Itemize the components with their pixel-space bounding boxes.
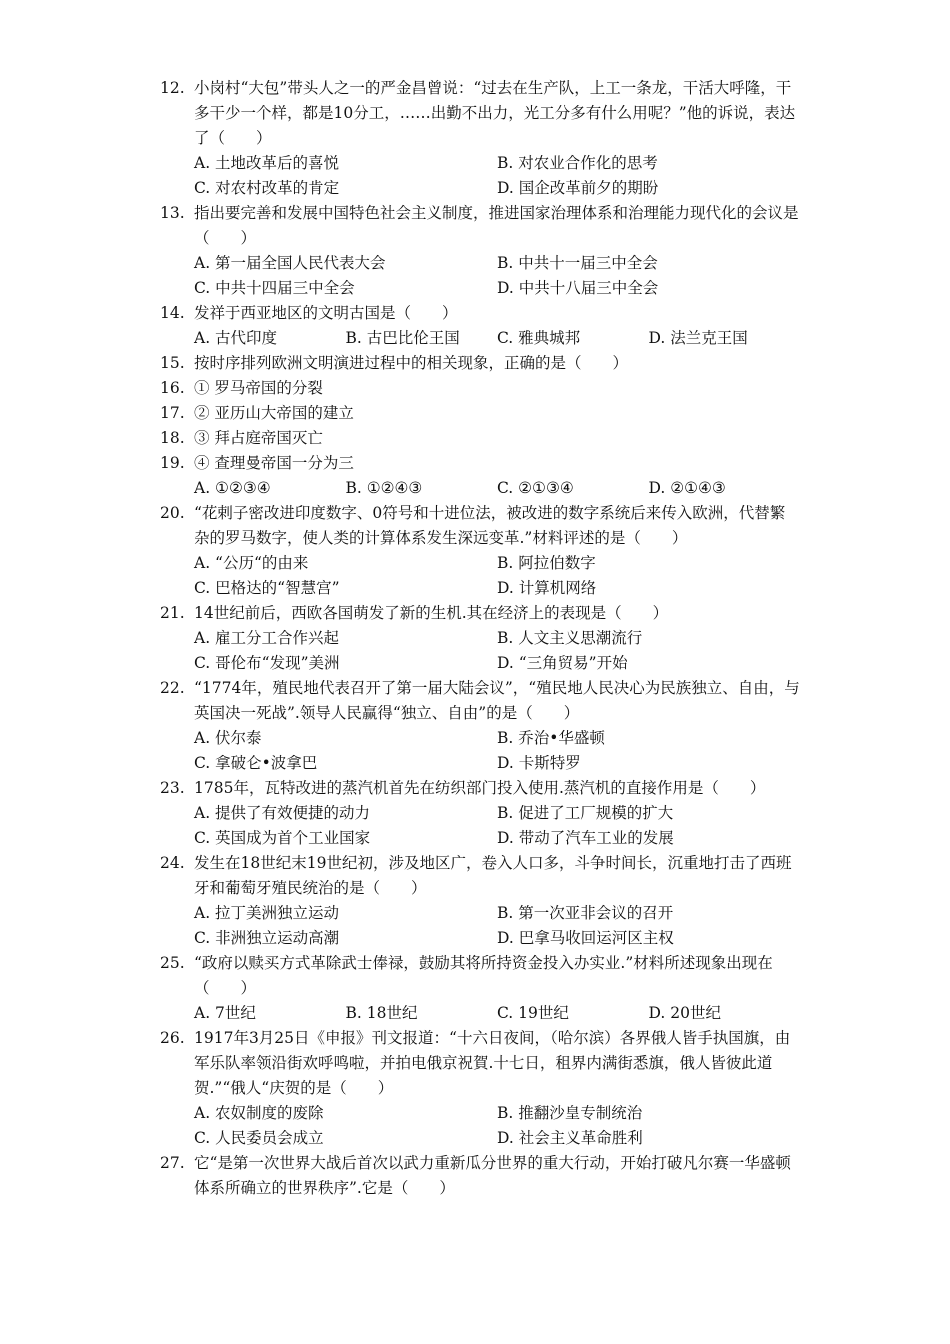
answer-option: A. 提供了有效便捷的动力 — [194, 804, 371, 822]
answer-options — [194, 476, 800, 501]
answer-option: C. 英国成为首个工业国家 — [194, 829, 371, 847]
answer-options — [194, 1001, 800, 1026]
question-item — [160, 851, 800, 951]
question-number: 24. — [160, 854, 185, 872]
question-item — [160, 951, 800, 1026]
answer-option: D. 巴拿马收回运河区主权 — [497, 929, 674, 947]
question-stem: 14世纪前后，西欧各国萌发了新的生机.其在经济上的表现是（ ） — [194, 604, 669, 622]
question-body — [194, 776, 800, 851]
question-number: 26. — [160, 1029, 185, 1047]
answer-option: D. 计算机网络 — [497, 579, 597, 597]
question-body — [194, 376, 800, 401]
question-body — [194, 76, 800, 201]
question-stem: ④ 查理曼帝国一分为三 — [194, 454, 354, 472]
question-item — [160, 676, 800, 776]
question-body — [194, 401, 800, 426]
answer-option: A. 第一届全国人民代表大会 — [194, 254, 386, 272]
answer-option: A. 农奴制度的废除 — [194, 1104, 324, 1122]
answer-options — [194, 551, 800, 601]
answer-option: A. 古代印度 — [194, 329, 278, 347]
answer-options — [194, 901, 800, 951]
answer-option: B. 对农业合作化的思考 — [497, 154, 658, 172]
question-stem: ③ 拜占庭帝国灭亡 — [194, 429, 323, 447]
answer-option: C. 对农村改革的肯定 — [194, 179, 340, 197]
answer-option: B. 中共十一届三中全会 — [497, 254, 658, 272]
question-item — [160, 376, 800, 401]
question-item — [160, 601, 800, 676]
answer-option: C. 非洲独立运动高潮 — [194, 929, 340, 947]
answer-option: B. 人文主义思潮流行 — [497, 629, 643, 647]
answer-option: D. 国企改革前夕的期盼 — [497, 179, 659, 197]
question-body — [194, 1151, 800, 1201]
answer-option: C. 巴格达的“智慧宫” — [194, 579, 340, 597]
question-number: 16. — [160, 379, 185, 397]
question-stem: ② 亚历山大帝国的建立 — [194, 404, 354, 422]
question-number: 17. — [160, 404, 185, 422]
question-item — [160, 1151, 800, 1201]
answer-option: A. 雇工分工合作兴起 — [194, 629, 340, 647]
question-body — [194, 1026, 800, 1151]
question-number: 15. — [160, 354, 185, 372]
question-number: 14. — [160, 304, 185, 322]
question-item — [160, 426, 800, 451]
answer-options — [194, 626, 800, 676]
question-body — [194, 351, 800, 376]
question-item — [160, 451, 800, 501]
answer-option: B. 促进了工厂规模的扩大 — [497, 804, 674, 822]
answer-option: D. 卡斯特罗 — [497, 754, 581, 772]
question-number: 22. — [160, 679, 185, 697]
question-stem: 小岗村“大包”带头人之一的严金昌曾说：“过去在生产队，上工一条龙，干活大呼隆，干多干少一个样，都是10分工，……出勤不出力，光工分多有什么用呢？”他的诉说，表达了（ ） — [194, 79, 796, 147]
question-item — [160, 351, 800, 376]
question-stem: 发祥于西亚地区的文明古国是（ ） — [194, 304, 458, 322]
question-item — [160, 776, 800, 851]
answer-option: B. 18世纪 — [345, 1004, 418, 1022]
answer-option: D. ②①④③ — [648, 479, 726, 497]
answer-option: A. 土地改革后的喜悦 — [194, 154, 340, 172]
answer-option: A. ①②③④ — [194, 479, 271, 497]
answer-option: D. 中共十八届三中全会 — [497, 279, 659, 297]
answer-option: B. 第一次亚非会议的召开 — [497, 904, 674, 922]
question-body — [194, 951, 800, 1026]
answer-options — [194, 326, 800, 351]
question-item — [160, 201, 800, 301]
answer-options — [194, 801, 800, 851]
answer-options — [194, 151, 800, 201]
answer-option: C. 19世纪 — [497, 1004, 569, 1022]
answer-option: B. 乔治•华盛顿 — [497, 729, 605, 747]
answer-option: B. ①②④③ — [345, 479, 423, 497]
answer-option: C. ②①③④ — [497, 479, 574, 497]
question-number: 13. — [160, 204, 185, 222]
question-stem: “花剌子密改进印度数字、0符号和十进位法，被改进的数字系统后来传入欧洲，代替繁杂的罗马数字，使人类的计算体系发生深远变革.”材料评述的是（ ） — [194, 504, 786, 547]
question-stem: 发生在18世纪末19世纪初，涉及地区广，卷入人口多，斗争时间长，沉重地打击了西班牙和葡萄牙殖民统治的是（ ） — [194, 854, 792, 897]
question-list — [160, 76, 800, 1201]
question-stem: “政府以赎买方式革除武士俸禄，鼓励其将所持资金投入办实业.”材料所述现象出现在（ ） — [194, 954, 773, 997]
question-stem: ① 罗马帝国的分裂 — [194, 379, 323, 397]
question-body — [194, 501, 800, 601]
answer-option: B. 古巴比伦王国 — [345, 329, 460, 347]
question-number: 27. — [160, 1154, 185, 1172]
question-item — [160, 76, 800, 201]
answer-option: A. 7世纪 — [194, 1004, 256, 1022]
question-body — [194, 851, 800, 951]
answer-option: B. 阿拉伯数字 — [497, 554, 596, 572]
question-number: 23. — [160, 779, 185, 797]
answer-option: C. 哥伦布“发现”美洲 — [194, 654, 340, 672]
question-stem: “1774年，殖民地代表召开了第一届大陆会议”，“殖民地人民决心为民族独立、自由，与英国决一死战”.领导人民赢得“独立、自由”的是（ ） — [194, 679, 800, 722]
answer-option: A. 拉丁美洲独立运动 — [194, 904, 340, 922]
question-item — [160, 301, 800, 351]
answer-option: B. 推翻沙皇专制统治 — [497, 1104, 643, 1122]
answer-option: C. 中共十四届三中全会 — [194, 279, 355, 297]
question-number: 21. — [160, 604, 185, 622]
question-item — [160, 501, 800, 601]
question-number: 18. — [160, 429, 185, 447]
question-number: 12. — [160, 79, 185, 97]
answer-option: D. 20世纪 — [648, 1004, 721, 1022]
question-body — [194, 301, 800, 351]
question-number: 20. — [160, 504, 185, 522]
answer-option: C. 雅典城邦 — [497, 329, 581, 347]
question-stem: 按时序排列欧洲文明演进过程中的相关现象，正确的是（ ） — [194, 354, 629, 372]
answer-option: D. 法兰克王国 — [648, 329, 748, 347]
question-item — [160, 1026, 800, 1151]
answer-option: D. 带动了汽车工业的发展 — [497, 829, 674, 847]
question-body — [194, 451, 800, 501]
question-body — [194, 201, 800, 301]
answer-option: C. 人民委员会成立 — [194, 1129, 324, 1147]
question-stem: 指出要完善和发展中国特色社会主义制度，推进国家治理体系和治理能力现代化的会议是（ ） — [194, 204, 799, 247]
question-number: 25. — [160, 954, 185, 972]
answer-options — [194, 1101, 800, 1151]
question-stem: 1917年3月25日《申报》刊文报道：“十六日夜间，（哈尔滨）各界俄人皆手执国旗，由军乐队率领沿街欢呼鸣啦，并拍电俄京祝賀.十七日，租界内满街悉旗，俄人皆彼此道贺.”“俄人“庆贺的是（ ） — [194, 1029, 791, 1097]
question-stem: 它“是第一次世界大战后首次以武力重新瓜分世界的重大行动，开始打破凡尔赛一华盛顿体系所确立的世界秩序”.它是（ ） — [194, 1154, 791, 1197]
question-item — [160, 401, 800, 426]
answer-options — [194, 726, 800, 776]
answer-option: D. 社会主义革命胜利 — [497, 1129, 643, 1147]
answer-option: D. “三角贸易”开始 — [497, 654, 628, 672]
answer-option: C. 拿破仑•波拿巴 — [194, 754, 318, 772]
question-body — [194, 601, 800, 676]
answer-options — [194, 251, 800, 301]
question-stem: 1785年，瓦特改进的蒸汽机首先在纺织部门投入使用.蒸汽机的直接作用是（ ） — [194, 779, 766, 797]
question-body — [194, 426, 800, 451]
answer-option: A. 伏尔泰 — [194, 729, 262, 747]
answer-option: A. “公历“的由来 — [194, 554, 309, 572]
question-body — [194, 676, 800, 776]
question-number: 19. — [160, 454, 185, 472]
